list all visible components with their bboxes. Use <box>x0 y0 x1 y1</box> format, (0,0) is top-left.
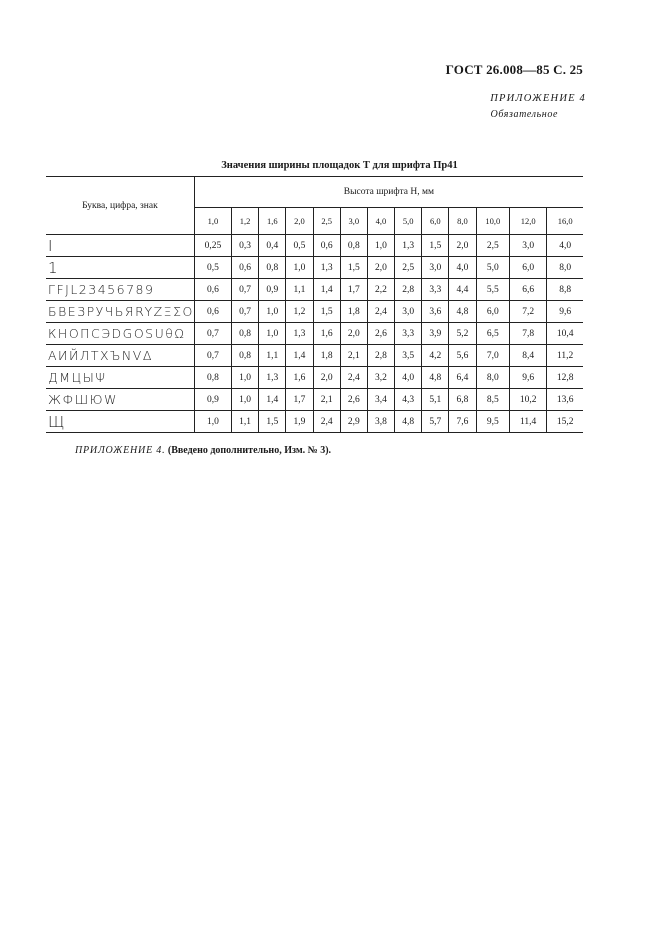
value-cell: 0,6 <box>313 235 340 257</box>
height-header: 6,0 <box>422 208 449 235</box>
value-cell: 1,5 <box>313 301 340 323</box>
table-row <box>46 323 583 345</box>
value-cell: 1,0 <box>286 257 313 279</box>
table-row <box>46 279 583 301</box>
value-cell: 1,2 <box>286 301 313 323</box>
value-cell: 3,8 <box>367 411 394 433</box>
glyph-cell: ЖФШЮW <box>46 389 194 411</box>
value-cell: 1,6 <box>286 367 313 389</box>
height-header: 1,6 <box>259 208 286 235</box>
value-cell: 8,4 <box>510 345 547 367</box>
value-cell: 1,0 <box>259 301 286 323</box>
value-cell: 7,0 <box>476 345 510 367</box>
value-cell: 15,2 <box>547 411 583 433</box>
value-cell: 5,2 <box>449 323 476 345</box>
value-cell: 1,0 <box>259 323 286 345</box>
value-cell: 8,5 <box>476 389 510 411</box>
value-cell: 5,0 <box>476 257 510 279</box>
height-header: 8,0 <box>449 208 476 235</box>
value-cell: 3,0 <box>422 257 449 279</box>
value-cell: 2,5 <box>395 257 422 279</box>
table-row <box>46 389 583 411</box>
value-cell: 3,5 <box>395 345 422 367</box>
value-cell: 3,9 <box>422 323 449 345</box>
glyph-cell: КНОПСЭDGOSUθΩ <box>46 323 194 345</box>
value-cell: 2,1 <box>313 389 340 411</box>
value-cell: 10,4 <box>547 323 583 345</box>
value-cell: 0,6 <box>194 279 231 301</box>
value-cell: 4,8 <box>422 367 449 389</box>
value-cell: 2,5 <box>476 235 510 257</box>
value-cell: 5,6 <box>449 345 476 367</box>
value-cell: 2,0 <box>340 323 367 345</box>
value-cell: 0,5 <box>286 235 313 257</box>
value-cell: 1,0 <box>232 389 259 411</box>
value-cell: 8,8 <box>547 279 583 301</box>
value-cell: 1,0 <box>232 367 259 389</box>
value-cell: 2,4 <box>340 367 367 389</box>
value-cell: 1,7 <box>286 389 313 411</box>
height-group-header: Высота шрифта H, мм <box>194 177 583 208</box>
value-cell: 0,9 <box>194 389 231 411</box>
height-header: 16,0 <box>547 208 583 235</box>
height-header: 3,0 <box>340 208 367 235</box>
value-cell: 1,8 <box>313 345 340 367</box>
height-header: 2,0 <box>286 208 313 235</box>
value-cell: 0,7 <box>194 345 231 367</box>
value-cell: 1,5 <box>340 257 367 279</box>
value-cell: 1,4 <box>313 279 340 301</box>
value-cell: 4,4 <box>449 279 476 301</box>
value-cell: 3,0 <box>395 301 422 323</box>
value-cell: 0,25 <box>194 235 231 257</box>
height-header: 2,5 <box>313 208 340 235</box>
value-cell: 2,9 <box>340 411 367 433</box>
value-cell: 1,3 <box>395 235 422 257</box>
value-cell: 0,8 <box>340 235 367 257</box>
value-cell: 4,8 <box>449 301 476 323</box>
value-cell: 2,8 <box>395 279 422 301</box>
height-header: 10,0 <box>476 208 510 235</box>
value-cell: 7,2 <box>510 301 547 323</box>
value-cell: 0,7 <box>194 323 231 345</box>
value-cell: 1,3 <box>286 323 313 345</box>
glyph-cell: 1 <box>46 257 194 279</box>
value-cell: 3,2 <box>367 367 394 389</box>
value-cell: 0,8 <box>232 345 259 367</box>
height-header: 5,0 <box>395 208 422 235</box>
value-cell: 3,3 <box>395 323 422 345</box>
value-cell: 4,0 <box>395 367 422 389</box>
appendix-subtitle: Обязательное <box>490 109 558 120</box>
value-cell: 2,0 <box>449 235 476 257</box>
table-row <box>46 345 583 367</box>
value-cell: 1,6 <box>313 323 340 345</box>
value-cell: 9,6 <box>510 367 547 389</box>
width-table <box>46 176 583 433</box>
footnote-label: ПРИЛОЖЕНИЕ 4. <box>75 445 166 456</box>
value-cell: 0,6 <box>232 257 259 279</box>
value-cell: 9,5 <box>476 411 510 433</box>
corner-label: Буква, цифра, знак <box>46 177 194 235</box>
value-cell: 0,4 <box>259 235 286 257</box>
glyph-cell: Щ <box>46 411 194 433</box>
value-cell: 1,8 <box>340 301 367 323</box>
value-cell: 0,8 <box>232 323 259 345</box>
appendix-title: ПРИЛОЖЕНИЕ 4 <box>490 93 586 104</box>
glyph-cell: АИЙЛТХЪNVΔ <box>46 345 194 367</box>
value-cell: 0,3 <box>232 235 259 257</box>
footnote <box>75 445 331 456</box>
value-cell: 2,6 <box>340 389 367 411</box>
value-cell: 1,5 <box>422 235 449 257</box>
value-cell: 6,6 <box>510 279 547 301</box>
value-cell: 6,4 <box>449 367 476 389</box>
value-cell: 8,0 <box>476 367 510 389</box>
value-cell: 0,5 <box>194 257 231 279</box>
value-cell: 1,4 <box>259 389 286 411</box>
value-cell: 5,7 <box>422 411 449 433</box>
value-cell: 2,4 <box>367 301 394 323</box>
height-header: 1,0 <box>194 208 231 235</box>
value-cell: 2,2 <box>367 279 394 301</box>
value-cell: 1,9 <box>286 411 313 433</box>
value-cell: 1,5 <box>259 411 286 433</box>
value-cell: 7,6 <box>449 411 476 433</box>
table-row <box>46 235 583 257</box>
value-cell: 1,1 <box>259 345 286 367</box>
table-row <box>46 301 583 323</box>
value-cell: 12,8 <box>547 367 583 389</box>
value-cell: 5,5 <box>476 279 510 301</box>
table-row <box>46 257 583 279</box>
height-header: 4,0 <box>367 208 394 235</box>
glyph-cell: ГFJL23456789 <box>46 279 194 301</box>
table-body <box>46 235 583 433</box>
value-cell: 9,6 <box>547 301 583 323</box>
value-cell: 6,0 <box>476 301 510 323</box>
value-cell: 0,7 <box>232 279 259 301</box>
value-cell: 13,6 <box>547 389 583 411</box>
value-cell: 0,7 <box>232 301 259 323</box>
value-cell: 1,0 <box>194 411 231 433</box>
value-cell: 3,3 <box>422 279 449 301</box>
value-cell: 1,0 <box>367 235 394 257</box>
glyph-cell: БВЕЗРУЧЬЯRYZΞΣΟ <box>46 301 194 323</box>
page-header: ГОСТ 26.008—85 С. 25 <box>445 62 583 77</box>
value-cell: 8,0 <box>547 257 583 279</box>
table-row <box>46 367 583 389</box>
footnote-text: (Введено дополнительно, Изм. № 3). <box>167 445 332 456</box>
value-cell: 0,9 <box>259 279 286 301</box>
value-cell: 4,2 <box>422 345 449 367</box>
value-cell: 2,0 <box>367 257 394 279</box>
height-header: 12,0 <box>510 208 547 235</box>
value-cell: 1,1 <box>232 411 259 433</box>
value-cell: 1,3 <box>259 367 286 389</box>
value-cell: 0,8 <box>259 257 286 279</box>
glyph-cell: ДМЦЫΨ <box>46 367 194 389</box>
value-cell: 2,6 <box>367 323 394 345</box>
value-cell: 11,4 <box>510 411 547 433</box>
value-cell: 0,6 <box>194 301 231 323</box>
value-cell: 2,1 <box>340 345 367 367</box>
value-cell: 7,8 <box>510 323 547 345</box>
value-cell: 1,3 <box>313 257 340 279</box>
value-cell: 3,4 <box>367 389 394 411</box>
value-cell: 2,4 <box>313 411 340 433</box>
value-cell: 4,0 <box>547 235 583 257</box>
value-cell: 6,8 <box>449 389 476 411</box>
value-cell: 11,2 <box>547 345 583 367</box>
value-cell: 10,2 <box>510 389 547 411</box>
value-cell: 1,4 <box>286 345 313 367</box>
value-cell: 1,7 <box>340 279 367 301</box>
table-row <box>46 411 583 433</box>
value-cell: 4,8 <box>395 411 422 433</box>
table-title: Значения ширины площадок Т для шрифта Пр41 <box>221 160 458 171</box>
glyph-cell: I <box>46 235 194 257</box>
value-cell: 4,3 <box>395 389 422 411</box>
value-cell: 4,0 <box>449 257 476 279</box>
value-cell: 0,8 <box>194 367 231 389</box>
value-cell: 6,0 <box>510 257 547 279</box>
value-cell: 2,8 <box>367 345 394 367</box>
value-cell: 2,0 <box>313 367 340 389</box>
value-cell: 1,1 <box>286 279 313 301</box>
height-header: 1,2 <box>232 208 259 235</box>
value-cell: 5,1 <box>422 389 449 411</box>
value-cell: 3,0 <box>510 235 547 257</box>
value-cell: 6,5 <box>476 323 510 345</box>
value-cell: 3,6 <box>422 301 449 323</box>
